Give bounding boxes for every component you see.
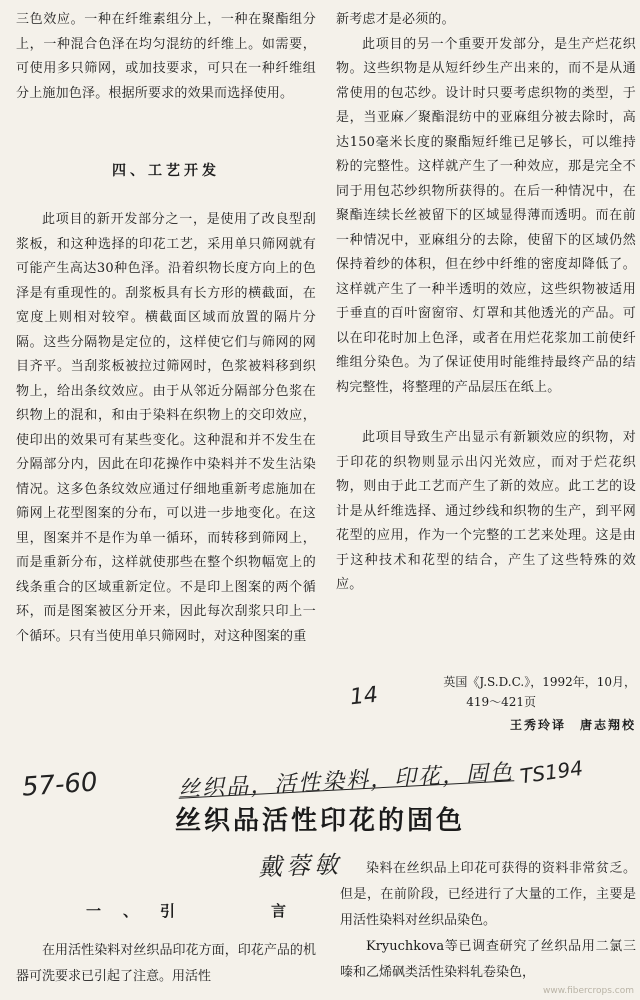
watermark: www.fibercrops.com <box>543 986 634 996</box>
intro-right-paragraph-2: Kryuchkova等已调查研究了丝织品用二氯三嗪和乙烯砜类活性染料轧卷染色， <box>340 939 636 980</box>
right-top-block <box>336 8 636 598</box>
intro-right-paragraph-1: 染料在丝织品上印花可获得的资料非常贫乏。但是，在前阶段，已经进行了大量的工作，主要是用活性染料对丝织品染色。 <box>340 861 636 928</box>
left-body-paragraph: 此项目的新开发部分之一，是使用了改良型刮浆板，和这种选择的印花工艺，采用单只筛网就有可能产生高达30种色泽。沿着织物长度方向上的色泽是有重现性的。刮浆板具有长方形的横截面，在宽度上则相对较窄。横截面区域而放置的隔片分隔。这些分隔物是定位的，这样使它们与筛网的网目齐平。当刮浆板被拉过筛网时，色浆被料移到织物上，给出条纹效应。由于从邻近分隔部分色浆在织物上的混和，和由于染料在织物上的交印效应，使印出的效果可有某些变化。这种混和并不发生在分隔部分内，因此在印花操作中染料并不发生沾染情况。这多色条纹效应通过仔细地重新考虑施加在筛网上花型图案的分布，可以进一步地变化。在这里，图案并不是作为单一循环，而转移到筛网上，而是重新分布，这样就使那些在整个织物幅宽上的线条重合的区域重新定位。不是印上图案的两个循环，而是图案被区分开来，因此每次刮浆只印上一个循环。只有当使用单只筛网时，对这种图案的重 <box>16 212 316 644</box>
section-heading-intro: 一、引 言 <box>86 902 309 920</box>
left-intro-paragraph: 三色效应。一种在纤维素组分上，一种在聚酯组分上，一种混合色泽在均匀混纺的纤维上。如需要，可使用多只筛网，或加技要求，可只在一种纤维组分上施加色泽。根据所要求的效果而选择使用。 <box>16 12 316 101</box>
translator-credit: 王秀玲译 唐志翔校 <box>509 718 636 732</box>
article-title: 丝织品活性印花的固色 <box>174 806 465 836</box>
handwritten-keywords: 丝织品，活性染料，印花，固色 <box>177 760 515 803</box>
handwritten-page-number: 14 <box>348 682 380 711</box>
right-continuation: 新考虑才是必须的。 <box>336 12 455 27</box>
intro-left-text: 在用活性染料对丝织品印花方面，印花产品的机器可洗要求已引起了注意。用活性 <box>16 943 316 984</box>
section-heading-process: 四、工艺开发 <box>112 163 220 179</box>
citation-source: 英国《J.S.D.C.》，1992年，10月， <box>443 675 636 689</box>
handwritten-classification: TS194 <box>518 755 585 789</box>
handwritten-page-range: 57-60 <box>21 767 99 803</box>
handwritten-author: 戴蓉敏 <box>257 850 343 882</box>
right-paragraph-2: 此项目的另一个重要开发部分，是生产烂花织物。这些织物是从短纤纱生产出来的，而不是从通常使用的包芯纱。设计时只要考虑织物的类型，于是，当亚麻／聚酯混纺中的亚麻组分被去除时，高达150毫米长度的聚酯短纤维已足够长，可以维持粉的完整性。这样就产生了一种效应，那是完全不同于用包芯纱织物所获得的。在后一种情况中，在聚酯连续长丝被留下的区域显得薄而透明。而在前一种情况中，亚麻组分的去除，使留下的区域仍然保持着纱的体积，但在纱中纤维的密度却降低了。这样就产生了一种半透明的效应，这些织物被适用于垂直的百叶窗窗帘、灯罩和其他透光的产品。可以在印花时加上色泽，或者在用烂花浆加工前使纤维组分染色。为了保证使用时能维持最终产品的结构完整性，将整理的产品层压在纸上。 <box>336 36 636 395</box>
left-body-block <box>16 208 316 649</box>
right-paragraph-3: 此项目导致生产出显示有新颖效应的织物，对于印花的织物则显示出闪光效应，而对于烂花织物，则由于此工艺而产生了新的效应。此工艺的设计是从纤维选择、通过纱线和织物的生产，到平网花型的应用，作为一个完整的工艺来处理。这是由于这种技术和花型的结合，产生了这些特殊的效应。 <box>336 430 636 592</box>
citation <box>336 672 636 712</box>
left-top-block <box>16 8 316 106</box>
intro-right-block <box>340 856 636 986</box>
citation-pages: 419～421页 <box>466 695 536 709</box>
